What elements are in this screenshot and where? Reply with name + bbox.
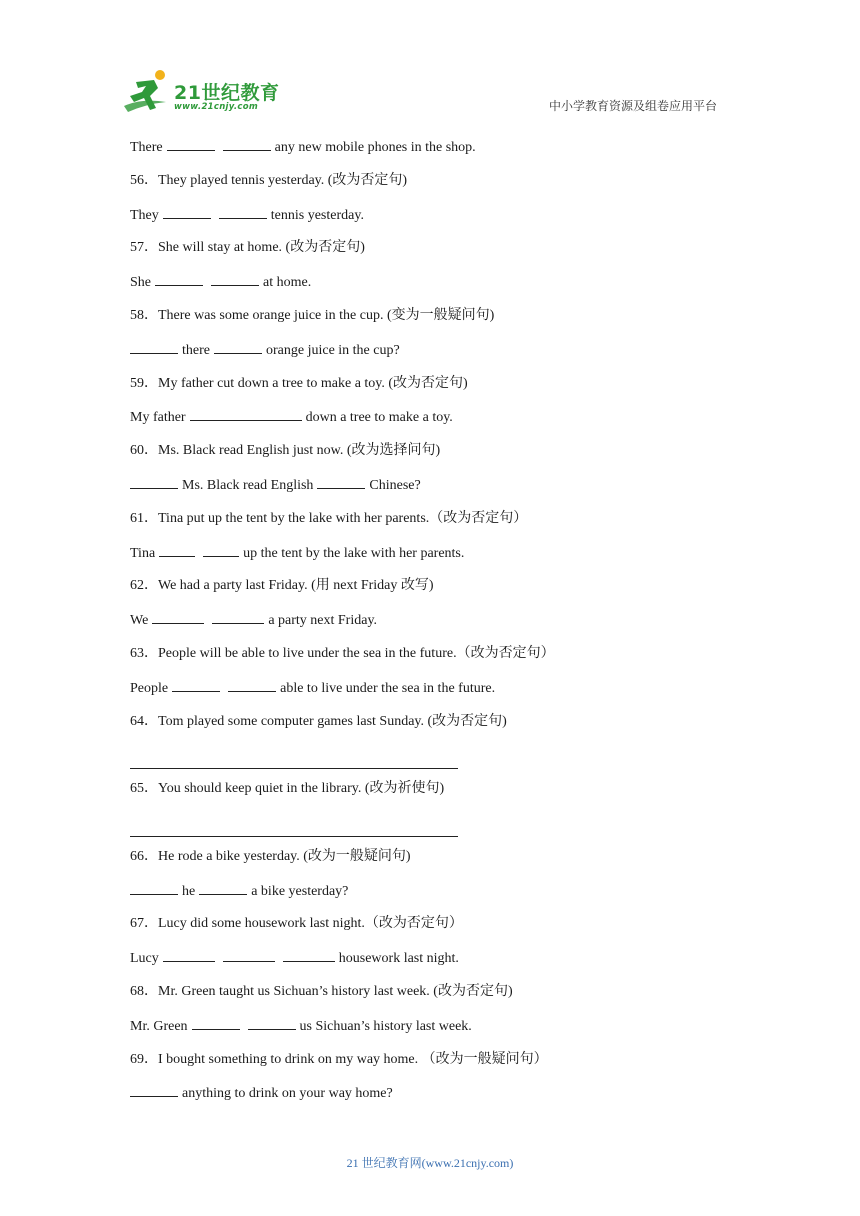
line-text: he <box>182 883 196 899</box>
line-text: Ms. Black read English <box>182 477 314 493</box>
line-text: Chinese? <box>369 477 421 493</box>
line-text: 60．Ms. Black read English just now. (改为选择问句) <box>130 443 441 459</box>
line-text: 59．My father cut down a tree to make a toy. (改为否定句) <box>130 375 468 391</box>
exercise-line <box>130 607 750 641</box>
runner-logo-icon <box>122 68 174 114</box>
exercise-line <box>130 472 750 506</box>
exercise-line <box>130 641 750 675</box>
platform-title: 中小学教育资源及组卷应用平台 <box>549 99 718 113</box>
fill-blank[interactable] <box>172 675 220 692</box>
exercise-line <box>130 776 750 810</box>
fill-blank[interactable] <box>130 472 178 489</box>
line-text: 67．Lucy did some housework last night.（改为否定句） <box>130 916 463 932</box>
exercise-line <box>130 878 750 912</box>
exercise-content <box>130 134 750 1114</box>
line-text: a party next Friday. <box>268 613 378 629</box>
line-text: any new mobile phones in the shop. <box>274 140 476 155</box>
line-text: anything to drink on your way home? <box>182 1086 393 1102</box>
fill-blank[interactable] <box>228 675 276 692</box>
line-text: 69．I bought something to drink on my way home. （改为一般疑问句） <box>130 1051 548 1067</box>
line-text: 58．There was some orange juice in the cup. (变为一般疑问句) <box>130 307 495 323</box>
line-text: 64．Tom played some computer games last Sunday. (改为否定句) <box>130 713 507 729</box>
line-text: 56．They played tennis yesterday. (改为否定句) <box>130 172 408 188</box>
page-header <box>0 0 860 125</box>
fill-blank[interactable] <box>130 337 178 354</box>
fill-blank[interactable] <box>248 1013 296 1030</box>
line-text: 65．You should keep quiet in the library. (改为祈使句) <box>130 781 445 797</box>
line-text: orange juice in the cup? <box>265 342 400 358</box>
exercise-line <box>130 371 750 405</box>
logo <box>122 68 292 114</box>
line-text: Mr. Green <box>130 1018 188 1034</box>
fill-blank[interactable] <box>214 337 262 354</box>
fill-blank[interactable] <box>163 202 211 219</box>
answer-line[interactable] <box>130 810 750 844</box>
fill-blank[interactable] <box>130 1080 178 1097</box>
exercise-line <box>130 844 750 878</box>
line-text: 63．People will be able to live under the sea in the future.（改为否定句） <box>130 645 555 661</box>
exercise-line <box>130 438 750 472</box>
line-text: 61．Tina put up the tent by the lake with her parents.（改为否定句） <box>130 510 528 526</box>
exercise-line <box>130 709 750 743</box>
exercise-line <box>130 134 750 168</box>
fill-blank[interactable] <box>203 540 239 557</box>
line-text: 68．Mr. Green taught us Sichuan’s history last week. (改为否定句) <box>130 983 513 999</box>
exercise-line <box>130 506 750 540</box>
fill-blank[interactable] <box>219 202 267 219</box>
line-text: Lucy <box>130 951 159 967</box>
line-text: She <box>130 275 151 291</box>
answer-rule <box>130 768 458 769</box>
fill-blank[interactable] <box>155 269 203 286</box>
exercise-line <box>130 303 750 337</box>
fill-blank[interactable] <box>317 472 365 489</box>
fill-blank[interactable] <box>163 945 215 962</box>
exercise-line <box>130 168 750 202</box>
line-text: We <box>130 613 149 629</box>
exercise-line <box>130 675 750 709</box>
fill-blank[interactable] <box>152 607 204 624</box>
line-text: 66．He rode a bike yesterday. (改为一般疑问句) <box>130 848 411 864</box>
answer-line[interactable] <box>130 742 750 776</box>
line-text: 62．We had a party last Friday. (用 next Friday 改写) <box>130 578 434 594</box>
line-text: at home. <box>263 275 312 291</box>
exercise-line <box>130 945 750 979</box>
line-text: People <box>130 680 169 696</box>
exercise-line <box>130 202 750 236</box>
fill-blank[interactable] <box>211 269 259 286</box>
exercise-line <box>130 1080 750 1114</box>
fill-blank[interactable] <box>223 134 271 151</box>
line-text: a bike yesterday? <box>251 883 349 899</box>
line-text: 57．She will stay at home. (改为否定句) <box>130 240 365 256</box>
line-text: They <box>130 207 159 223</box>
line-text: My father <box>130 410 186 426</box>
line-text: us Sichuan’s history last week. <box>299 1018 472 1034</box>
line-text: up the tent by the lake with her parents. <box>243 545 465 561</box>
line-text: able to live under the sea in the future. <box>280 680 496 696</box>
fill-blank[interactable] <box>212 607 264 624</box>
fill-blank[interactable] <box>199 878 247 895</box>
line-text: Tina <box>130 545 156 561</box>
exercise-line <box>130 540 750 574</box>
fill-blank[interactable] <box>190 404 302 421</box>
logo-text: 21世纪教育 <box>174 82 280 104</box>
exercise-line <box>130 911 750 945</box>
exercise-line <box>130 404 750 438</box>
exercise-line <box>130 269 750 303</box>
line-text: down a tree to make a toy. <box>305 410 453 426</box>
answer-rule <box>130 836 458 837</box>
exercise-line <box>130 979 750 1013</box>
exercise-line <box>130 337 750 371</box>
fill-blank[interactable] <box>167 134 215 151</box>
line-text: There <box>130 140 163 155</box>
fill-blank[interactable] <box>223 945 275 962</box>
fill-blank[interactable] <box>192 1013 240 1030</box>
page-footer: 21 世纪教育网(www.21cnjy.com) <box>346 1156 514 1170</box>
line-text: there <box>182 342 210 358</box>
fill-blank[interactable] <box>130 878 178 895</box>
exercise-line <box>130 235 750 269</box>
exercise-line <box>130 1013 750 1047</box>
fill-blank[interactable] <box>283 945 335 962</box>
line-text: housework last night. <box>338 951 459 967</box>
exercise-line <box>130 573 750 607</box>
exercise-line <box>130 1047 750 1081</box>
fill-blank[interactable] <box>159 540 195 557</box>
line-text: tennis yesterday. <box>270 207 364 223</box>
logo-url: www.21cnjy.com <box>174 102 258 112</box>
